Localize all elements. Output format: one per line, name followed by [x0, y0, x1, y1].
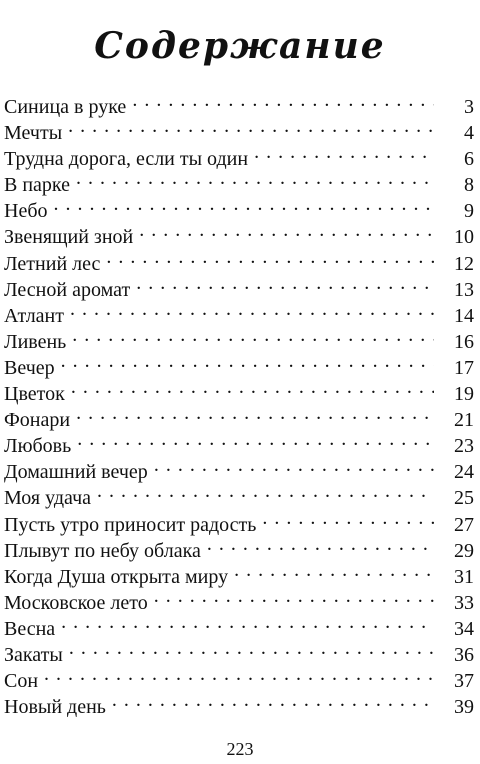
page-number: 223	[226, 739, 254, 759]
toc-entry-title: Лесной аромат	[4, 278, 131, 301]
toc-dot-leader	[70, 296, 434, 322]
toc-dot-leader	[207, 531, 434, 557]
toc-entry[interactable]	[4, 296, 474, 327]
toc-entry-title: Атлант	[4, 304, 64, 327]
toc-entry[interactable]	[4, 87, 474, 118]
toc-dot-leader	[132, 87, 434, 113]
toc-dot-leader	[44, 661, 434, 687]
toc-entry-page: 36	[454, 643, 474, 666]
toc-entry-title: Трудна дорога, если ты один	[4, 148, 249, 171]
toc-entry-title: Фонари	[4, 409, 71, 432]
toc-entry-page: 10	[454, 226, 474, 249]
toc-entry-title: Пусть утро приносит радость	[4, 513, 257, 536]
toc-dot-leader	[136, 270, 434, 296]
toc-entry-title: В парке	[4, 174, 71, 197]
toc-entry-title: Любовь	[4, 435, 72, 458]
toc-entry-page: 37	[454, 670, 474, 693]
toc-entry[interactable]	[4, 609, 474, 640]
toc-entry-title: Московское лето	[4, 591, 148, 614]
toc-entry-title: Моя удача	[4, 487, 92, 510]
toc-entry[interactable]	[4, 348, 474, 379]
toc-dot-leader	[154, 452, 434, 478]
toc-entry[interactable]	[4, 217, 474, 249]
toc-entry[interactable]	[4, 191, 474, 223]
toc-entry-title: Сон	[4, 670, 39, 693]
toc-entry-page: 6	[464, 148, 474, 171]
toc-entry-title: Ливень	[4, 330, 67, 353]
toc-entry-page: 16	[454, 330, 474, 353]
toc-dot-leader	[76, 165, 434, 191]
toc-entry-title: Новый день	[4, 696, 106, 719]
toc-entry-page: 8	[464, 174, 474, 197]
toc-dot-leader	[77, 426, 434, 452]
toc-entry[interactable]	[4, 374, 474, 406]
toc-entry-page: 39	[454, 696, 474, 719]
page-title: Содержание	[94, 25, 386, 68]
toc-dot-leader	[69, 635, 434, 661]
toc-entry-page: 27	[454, 513, 474, 536]
toc-entry-page: 4	[464, 122, 474, 145]
toc-entry-page: 19	[454, 383, 474, 406]
toc-entry-page: 14	[454, 304, 474, 327]
toc-dot-leader	[76, 400, 434, 426]
toc-entry[interactable]	[4, 661, 474, 693]
toc-entry[interactable]	[4, 322, 474, 353]
toc-entry-page: 9	[464, 200, 474, 223]
toc-entry-page: 24	[454, 461, 474, 484]
toc-entry-page: 13	[454, 278, 474, 301]
toc-entry-page: 25	[454, 487, 474, 510]
toc-dot-leader	[61, 348, 434, 374]
toc-entry-title: Весна	[4, 617, 56, 640]
toc-entry-title: Когда Душа открыта миру	[4, 565, 229, 588]
toc-dot-leader	[61, 609, 434, 635]
toc-entry-title: Синица в руке	[4, 96, 127, 118]
toc-dot-leader	[68, 113, 434, 139]
toc-dot-leader	[106, 244, 434, 270]
toc-dot-leader	[112, 687, 434, 713]
toc-dot-leader	[234, 557, 434, 583]
toc-entry-page: 29	[454, 539, 474, 562]
toc-entry-title: Вечер	[4, 356, 55, 379]
toc-entry-page: 23	[454, 435, 474, 458]
toc-dot-leader	[139, 217, 434, 243]
toc-dot-leader	[71, 374, 434, 400]
toc-entry-page: 12	[454, 252, 474, 275]
toc-entry[interactable]	[4, 139, 474, 171]
toc-entry-title: Цветок	[4, 383, 65, 406]
toc-entry-title: Плывут по небу облака	[4, 539, 201, 562]
toc-entry-title: Закаты	[4, 643, 63, 666]
toc-entry[interactable]	[4, 113, 474, 145]
toc-entry-page: 31	[454, 565, 474, 588]
toc-entry[interactable]	[4, 635, 474, 666]
table-of-contents	[4, 87, 474, 719]
toc-dot-leader	[254, 139, 434, 165]
toc-dot-leader	[54, 191, 435, 217]
toc-dot-leader	[262, 505, 434, 531]
toc-dot-leader	[72, 322, 434, 348]
toc-entry-page: 21	[454, 409, 474, 432]
toc-entry-page: 33	[454, 591, 474, 614]
toc-entry-title: Мечты	[4, 122, 63, 145]
toc-entry-page: 34	[454, 617, 474, 640]
toc-entry-title: Домашний вечер	[4, 461, 148, 484]
toc-entry-title: Небо	[4, 200, 48, 223]
toc-entry-title: Звенящий зной	[4, 226, 134, 249]
toc-entry[interactable]	[4, 400, 474, 432]
toc-entry-page: 3	[464, 96, 474, 118]
toc-entry-title: Летний лес	[4, 252, 101, 275]
toc-dot-leader	[154, 583, 434, 609]
toc-entry-page: 17	[454, 356, 474, 379]
toc-entry[interactable]	[4, 687, 474, 719]
toc-dot-leader	[97, 478, 434, 504]
